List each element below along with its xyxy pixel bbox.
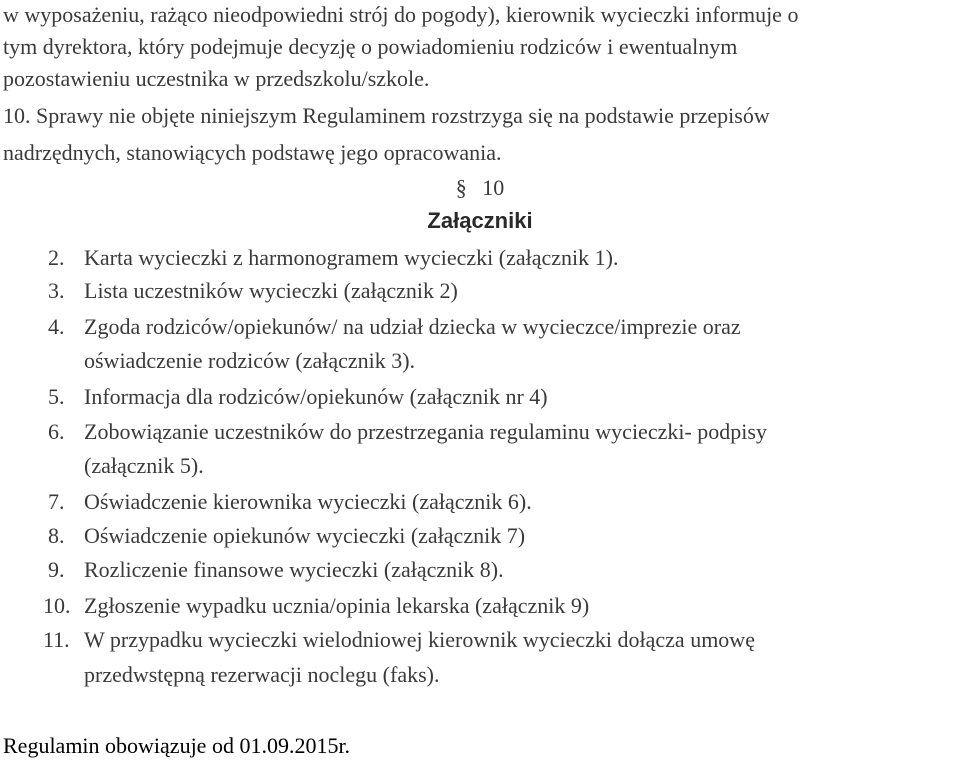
attachment-text: oświadczenie rodziców (załącznik 3). [84,348,416,373]
attachment-number: 9. [48,557,65,582]
attachment-text: (załącznik 5). [84,453,204,478]
attachment-text: Lista uczestników wycieczki (załącznik 2) [84,278,458,303]
attachment-text: Informacja dla rodziców/opiekunów (załącznik nr 4) [84,384,548,409]
section-symbol: § [455,175,467,200]
attachment-number: 7. [48,489,65,514]
section-title: Załączniki [427,208,533,233]
attachment-text: W przypadku wycieczki wielodniowej kierownik wycieczki dołącza umowę [84,627,755,652]
attachment-text: Oświadczenie kierownika wycieczki (załącznik 6). [84,489,532,514]
attachment-number: 6. [48,419,65,444]
attachment-number: 5. [48,384,65,409]
footer-note: Regulamin obowiązuje od 01.09.2015r. [3,733,351,758]
section-number [0,173,960,203]
intro-line-2: tym dyrektora, który podejmuje decyzję o powiadomieniu rodziców i ewentualnym [3,34,738,59]
attachment-text: Zgłoszenie wypadku ucznia/opinia lekarska (załącznik 9) [84,593,590,618]
section-number-value: 10 [482,175,505,200]
attachment-number: 11. [43,627,70,652]
intro-line-3: pozostawieniu uczestnika w przedszkolu/szkole. [3,66,430,91]
point-10-line-1: 10. Sprawy nie objęte niniejszym Regulaminem rozstrzyga się na podstawie przepisów [3,103,770,128]
attachment-text: Zobowiązanie uczestników do przestrzegania regulaminu wycieczki- podpisy [84,419,767,444]
attachment-text: Karta wycieczki z harmonogramem wycieczki (załącznik 1). [84,245,619,270]
point-10-line-2: nadrzędnych, stanowiących podstawę jego opracowania. [3,140,502,165]
attachment-text: Zgoda rodziców/opiekunów/ na udział dziecka w wycieczce/imprezie oraz [84,314,741,339]
attachment-text: Oświadczenie opiekunów wycieczki (załącznik 7) [84,523,526,548]
intro-line-1: w wyposażeniu, rażąco nieodpowiedni strój do pogody), kierownik wycieczki informuje o [3,2,799,27]
attachment-text: przedwstępną rezerwacji noclegu (faks). [84,662,440,687]
attachment-number: 10. [43,593,71,618]
attachment-number: 4. [48,314,65,339]
attachment-number: 2. [48,245,65,270]
attachment-number: 8. [48,523,65,548]
attachment-text: Rozliczenie finansowe wycieczki (załącznik 8). [84,557,504,582]
attachment-number: 3. [48,278,65,303]
